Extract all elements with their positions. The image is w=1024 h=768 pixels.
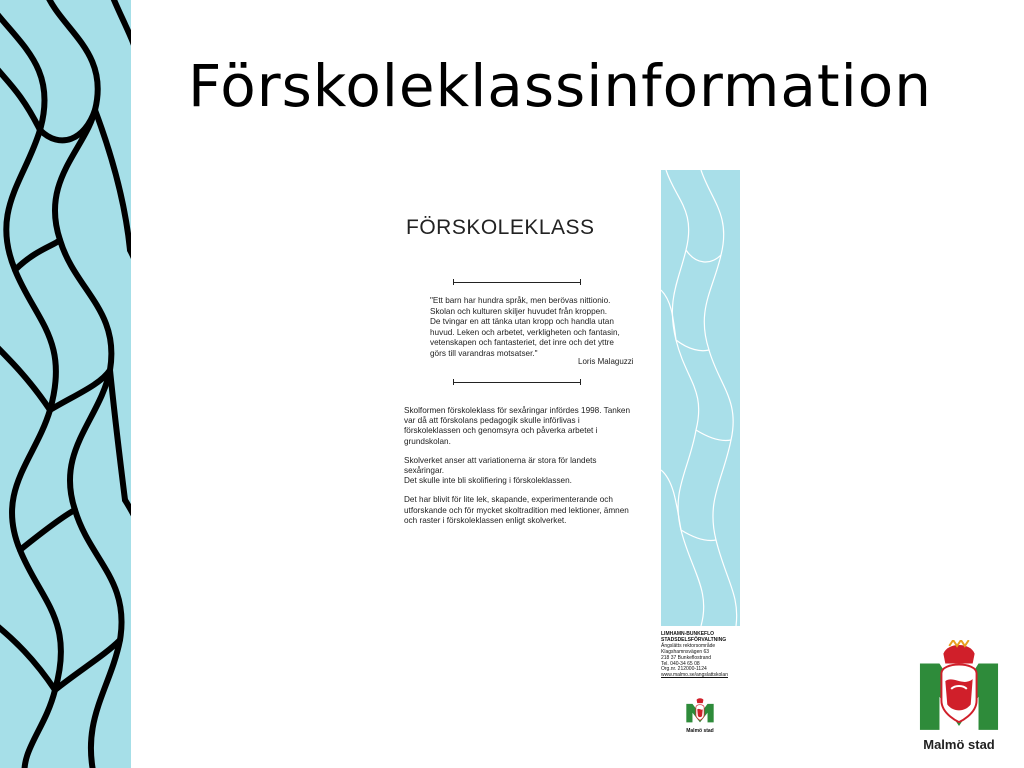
logo-caption: Malmö stad — [686, 728, 714, 734]
org-name-line: STADSDELSFÖRVALTNING — [661, 636, 727, 643]
quote-line: De tvingar en att tänka utan kropp och handla utan — [430, 317, 614, 326]
quote-line: vetenskapen och fantasteriet, det inre och det yttre — [430, 338, 614, 347]
net-pattern-icon — [0, 0, 131, 768]
address-line: Tel. 040-34 65 08 — [661, 660, 700, 667]
paragraph: Skolformen förskoleklass för sexåringar infördes 1998. Tanken var då att förskolans pedagogik skulle införlivas i förskoleklassen och genomsyra och påverka arbetet i grundskolan. — [404, 406, 631, 446]
document-heading: FÖRSKOLEKLASS — [406, 216, 595, 239]
wave-pattern-icon — [661, 170, 740, 626]
address-line: 218 37 Bunkeflostrand — [661, 654, 712, 661]
divider-top — [453, 282, 581, 283]
quote-block — [430, 296, 645, 359]
quote-line: Skolan och kulturen skiljer huvudet från kroppen. — [430, 306, 608, 316]
document-decorative-band — [661, 170, 740, 626]
quote-line: "Ett barn har hundra språk, men berövas nittionio. — [430, 296, 611, 305]
paragraph: Skolverket anser att variationerna är stora för landets sexåringar. Det skulle inte bli skolifiering i förskoleklassen. — [404, 455, 597, 486]
address-block — [661, 632, 761, 679]
address-line: Org.nr. 212000-1124 — [661, 666, 707, 673]
divider-bottom — [453, 382, 581, 383]
quote-line: huvud. Leken och arbetet, verkligheten och fantasin, — [430, 327, 620, 337]
malmo-coat-of-arms-icon — [685, 697, 715, 723]
address-line: Ängslätts rektorsområde — [661, 642, 716, 649]
quote-line: görs till varandras motsatser." — [430, 348, 538, 358]
body-text — [404, 406, 636, 535]
quote-author: Loris Malaguzzi — [578, 357, 634, 366]
logo-caption: Malmö stad — [923, 737, 995, 752]
address-line: Klagshamnsvägen 63 — [661, 648, 710, 655]
embedded-document — [398, 170, 743, 740]
malmo-stad-logo — [917, 640, 1001, 752]
website-link[interactable]: www.malmo.se/angslattskolan — [661, 672, 728, 679]
slide-title: Förskoleklassinformation — [187, 52, 933, 120]
paragraph: Det har blivit för lite lek, skapande, experimenterande och utforskande och för mycket skoltradition med lektioner, ämnen och raster i förskoleklassen enligt skolverket. — [404, 495, 629, 525]
malmo-coat-of-arms-icon — [918, 640, 1000, 732]
decorative-net-band — [0, 0, 131, 768]
document-logo — [683, 697, 717, 734]
org-name-line: LIMHAMN-BUNKEFLO — [661, 631, 715, 637]
